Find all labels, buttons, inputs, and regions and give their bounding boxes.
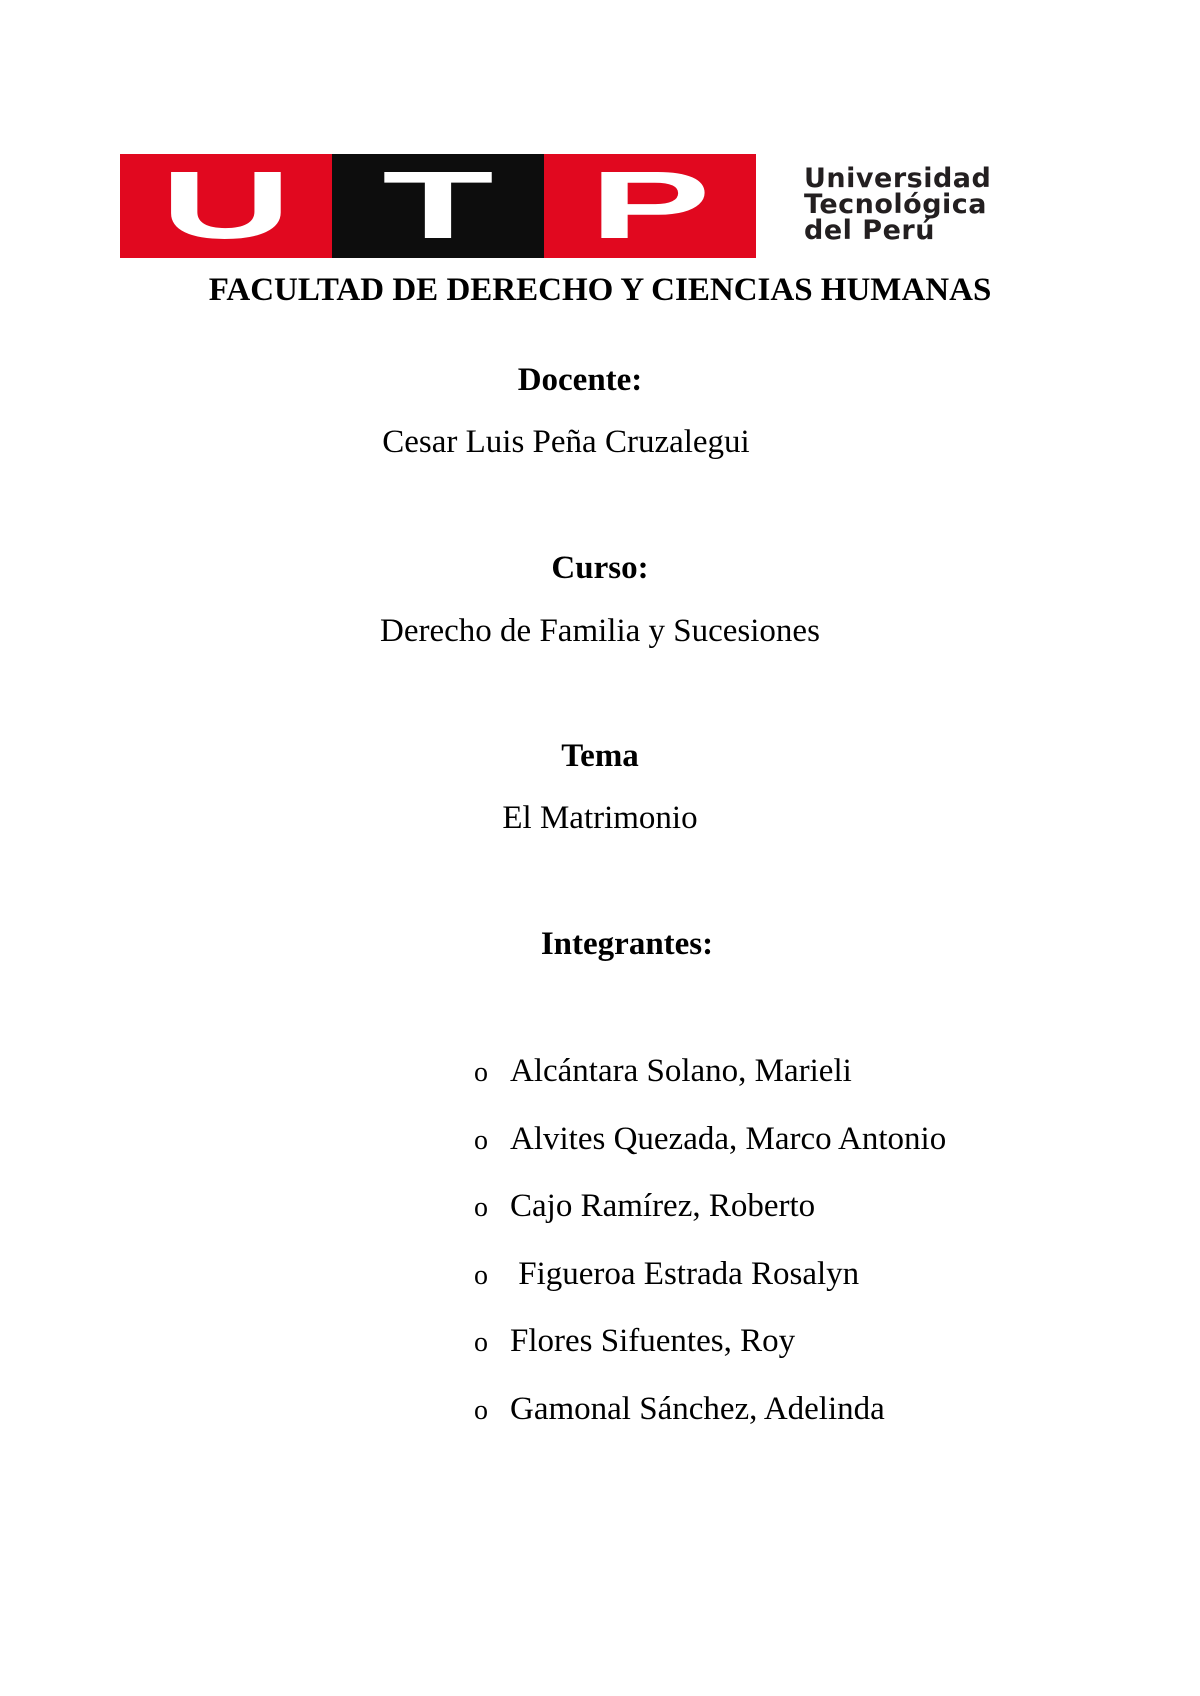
logo-letter-u: U bbox=[160, 152, 292, 259]
members-label: Integrantes: bbox=[540, 926, 714, 962]
utp-logo bbox=[120, 154, 1100, 258]
university-name-line-2: Tecnológica bbox=[804, 189, 988, 220]
logo-letter-t: T bbox=[382, 152, 494, 259]
teacher-label: Docente: bbox=[517, 362, 643, 398]
university-name-line-3: del Perú bbox=[804, 215, 935, 246]
university-name bbox=[804, 163, 1104, 246]
member-name: Alvites Quezada, Marco Antonio bbox=[510, 1120, 947, 1157]
logo-letter-p: P bbox=[589, 152, 711, 259]
list-item bbox=[474, 1121, 946, 1189]
bullet-icon: o bbox=[474, 1124, 488, 1156]
logo-block-p bbox=[544, 154, 756, 258]
list-item bbox=[474, 1256, 946, 1324]
bullet-icon: o bbox=[474, 1259, 488, 1291]
list-item bbox=[474, 1188, 946, 1256]
course-label: Curso: bbox=[551, 550, 649, 586]
list-item bbox=[474, 1323, 946, 1391]
faculty-title: FACULTAD DE DERECHO Y CIENCIAS HUMANAS bbox=[208, 272, 992, 308]
member-name: Alcántara Solano, Marieli bbox=[510, 1053, 852, 1089]
bullet-icon: o bbox=[474, 1057, 488, 1088]
member-name: Cajo Ramírez, Roberto bbox=[510, 1188, 816, 1224]
bullet-icon: o bbox=[474, 1394, 488, 1426]
member-name: Flores Sifuentes, Roy bbox=[510, 1323, 796, 1359]
member-name: Gamonal Sánchez, Adelinda bbox=[510, 1390, 885, 1427]
topic-name: El Matrimonio bbox=[502, 800, 698, 836]
member-name: Figueroa Estrada Rosalyn bbox=[510, 1255, 860, 1292]
teacher-name: Cesar Luis Peña Cruzalegui bbox=[382, 424, 750, 460]
members-list bbox=[474, 1053, 946, 1458]
topic-label: Tema bbox=[561, 738, 639, 774]
bullet-icon: o bbox=[474, 1192, 488, 1223]
bullet-icon: o bbox=[474, 1327, 488, 1358]
course-name: Derecho de Familia y Sucesiones bbox=[380, 613, 820, 649]
list-item bbox=[474, 1053, 946, 1121]
university-name-line-1: Universidad bbox=[804, 163, 992, 194]
logo-bar bbox=[120, 154, 756, 258]
list-item bbox=[474, 1391, 946, 1459]
